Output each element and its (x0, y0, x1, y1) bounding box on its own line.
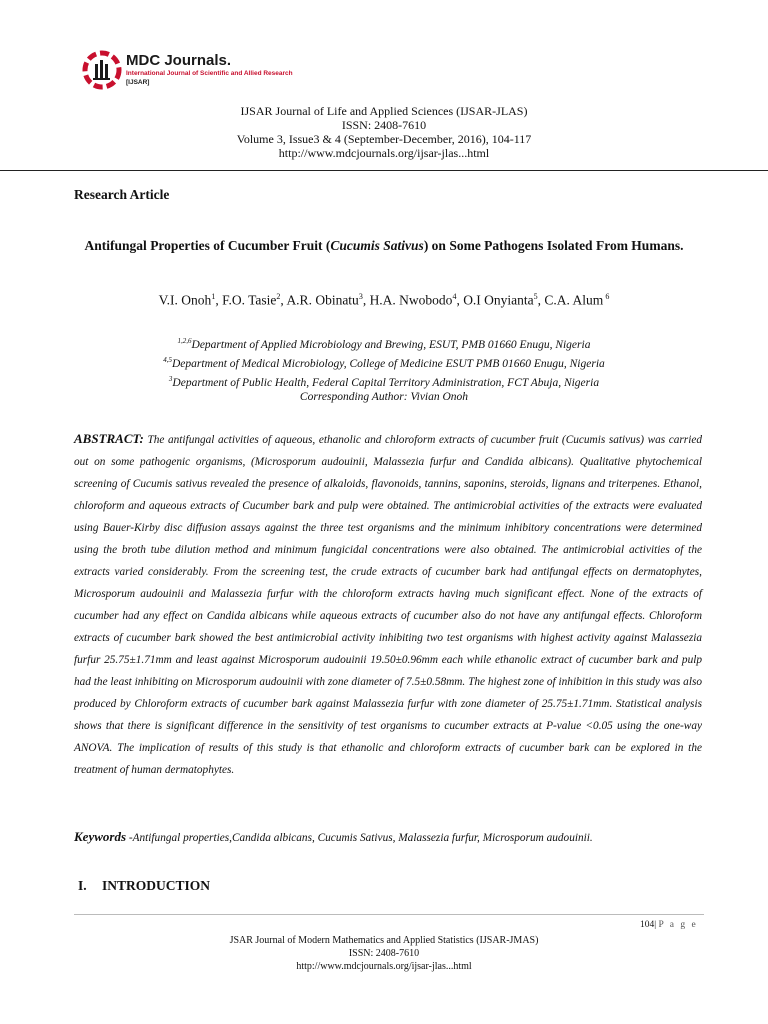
footer-issn: ISSN: 2408-7610 (348, 948, 420, 959)
affiliation-text: Department of Public Health, Federal Capital Territory Administration, FCT Abuja, Nigeria (172, 376, 600, 389)
keywords-label: Keywords (74, 829, 126, 844)
logo-abbr: [IJSAR] (126, 79, 150, 86)
journal-url[interactable]: http://www.mdcjournals.org/ijsar-jlas...html (278, 146, 490, 160)
affiliation (0, 353, 768, 372)
author: V.I. Onoh (158, 292, 212, 308)
journal-header (0, 104, 768, 160)
author-list: V.I. Onoh$^1$, F.O. Tasie$^2$, A.R. Obinatu$^3$, H.A. Nwobodo$^4$, O.I Onyianta$^5$, C.A. Alum $^6$ (158, 292, 610, 308)
page-number (640, 919, 698, 930)
affiliation (0, 334, 768, 353)
title-species: Cucumis Sativus (330, 238, 424, 253)
affiliation (0, 372, 768, 391)
affiliation-text: Department of Applied Microbiology and Brewing, ESUT, PMB 01660 Enugu, Nigeria (191, 338, 591, 351)
header-divider (0, 170, 768, 171)
mdc-logo-icon (80, 48, 124, 92)
affiliation-sup: 1,2,6 (177, 337, 192, 345)
article-title (74, 237, 694, 255)
affiliations (0, 334, 768, 405)
corresponding-author-text: Corresponding Author: Vivian Onoh (299, 391, 469, 404)
journal-volume: Volume 3, Issue3 & 4 (September-December, 2016), 104-117 (236, 132, 532, 146)
affiliation-sup: 4,5 (163, 355, 172, 364)
footer-journal (0, 934, 768, 973)
author-sup: 1 (211, 292, 216, 301)
section-number: I. (78, 878, 87, 893)
footer-divider (74, 914, 704, 915)
author: F.O. Tasie (222, 292, 277, 308)
keywords (74, 829, 714, 845)
affiliation-sup: 3 (168, 374, 173, 383)
page-number-value: 104 (640, 920, 655, 930)
title-part-1: Antifungal Properties of Cucumber Fruit ( (84, 238, 331, 253)
author: C.A. Alum (544, 292, 604, 308)
article-type: Research Article (74, 187, 170, 202)
page-word: P a g e (658, 920, 698, 930)
journal-issn: ISSN: 2408-7610 (341, 118, 427, 132)
abstract (74, 428, 702, 781)
author-sup: 2 (276, 292, 281, 301)
affiliation-text: Department of Medical Microbiology, College of Medicine ESUT PMB 01660 Enugu, Nigeria (171, 357, 605, 370)
author: H.A. Nwobodo (369, 292, 453, 308)
keywords-text: -Antifungal properties,Candida albicans, Cucumis Sativus, Malassezia furfur, Microsporum audouinii. (126, 832, 593, 844)
author: A.R. Obinatu (286, 292, 359, 308)
abstract-label: ABSTRACT: (74, 431, 144, 446)
journal-name: IJSAR Journal of Life and Applied Sciences (IJSAR-JLAS) (240, 104, 528, 118)
author-sup: 5 (533, 292, 538, 301)
logo-brand: MDC Journals. (126, 52, 232, 69)
logo-tagline: International Journal of Scientific and Allied Research (126, 70, 293, 77)
journal-logo (80, 48, 330, 94)
author-sup: 6 (603, 292, 610, 301)
author: O.I Onyianta (463, 292, 534, 308)
footer-journal-name: JSAR Journal of Modern Mathematics and Applied Statistics (IJSAR-JMAS) (229, 935, 539, 946)
abstract-text: The antifungal activities of aqueous, ethanolic and chloroform extracts of cucumber fruit (Cucumis sativus) was carried out on some pathogenic organisms, (Microsporum audouinii, Malassezia furfur and Candida albicans). Qualitative phytochemical screening of Cucumis sativus revealed the presence of alkaloids, flavonoids, tannins, saponins, steroids, lignans and triterpenes. Ethanol, chloroform and aqueous extracts of Cucumber bark and pulp were obtained. The antimicrobial activities of the extracts were evaluated using Bauer-Kirby disc diffusion assays against the three test organisms and the minimum inhibitory concentrations were determined using the broth tube dilution method and minimum fungicidal concentrations were also obtained. The antimicrobial activities of the extracts varied considerably. From the screening test, the crude extracts of cucumber bark had antifungal effects on dermatophytes, Microsporum audouinii and Malassezia furfur with the chloroform extracts having much significant effect. None of the extracts of cucumber had any effect on Candida albicans while aqueous extracts of cucumber also do not have any antifungal effects. Chloroform extracts of cucumber bark showed the best antimicrobial activity inhibiting two test organisms with highest activity against Malassezia furfur 25.75±1.71mm and least against Microsporum audouinii 19.50±0.96mm each while ethanolic extract of cucumber bark and pulp had the least inhibiting on Microsporum audouinii with zone diameter of 7.5±0.58mm. The highest zone of inhibition in this study was also produced by Chloroform extracts of cucumber bark against Malassezia furfur with zone diameter of 25.75±1.71mm. Statistical analysis shows that there is significant difference in the sensitivity of test organisms to cucumber extracts at P-value <0.05 using the one-way ANOVA. The implication of results of this study is that ethanolic and chloroform extracts of cucumber bark can be explored in the treatment of human dermatophytes. (74, 434, 702, 776)
title-part-2: ) on Some Pathogens Isolated From Humans. (423, 238, 684, 253)
page-separator: | (654, 919, 657, 929)
corresponding-author (0, 390, 768, 405)
footer-url[interactable]: http://www.mdcjournals.org/ijsar-jlas...html (296, 961, 472, 972)
section-title: INTRODUCTION (102, 878, 211, 893)
author-sup: 4 (452, 292, 457, 301)
author-sup: 3 (358, 292, 363, 301)
section-heading (78, 878, 210, 894)
